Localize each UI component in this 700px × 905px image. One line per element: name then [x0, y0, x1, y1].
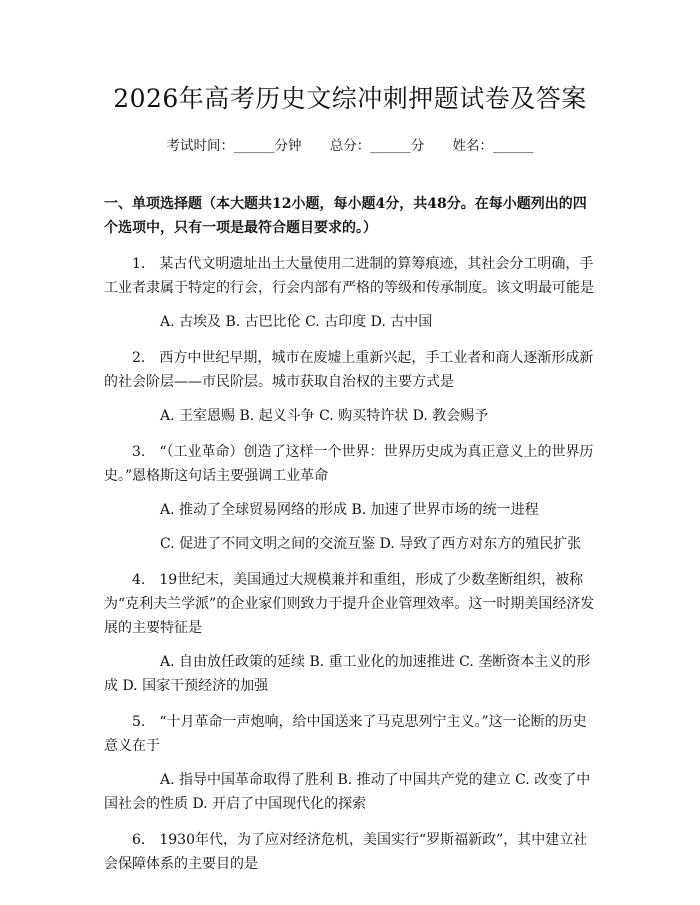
question-5-options: A. 指导中国革命取得了胜利 B. 推动了中国共产党的建立 C. 改变了中国社会的性质 D. 开启了中国现代化的探索 [104, 772, 591, 812]
page-title: 2026年高考历史文综冲刺押题试卷及答案 [113, 84, 587, 113]
question-3-options-ab: A. 推动了全球贸易网络的形成 B. 加速了世界市场的统一进程 [160, 502, 539, 518]
question-2: 2. 西方中世纪早期，城市在废墟上重新兴起，手工业者和商人逐渐形成新的社会阶层——市民阶层。城市获取自治权的主要方式是 [104, 350, 594, 390]
question-4-options: A. 自由放任政策的延续 B. 重工业化的加速推进 C. 垄断资本主义的形成 D. 国家干预经济的加强 [104, 654, 591, 694]
question-3-options-cd: C. 促进了不同文明之间的交流互鉴 D. 导致了西方对东方的殖民扩张 [160, 536, 582, 552]
question-2-options: A. 王室恩赐 B. 起义斗争 C. 购买特许状 D. 教会赐予 [160, 408, 489, 424]
question-1-options: A. 古埃及 B. 古巴比伦 C. 古印度 D. 古中国 [160, 314, 433, 330]
exam-time-field: 考试时间：______分钟 [166, 138, 302, 154]
total-score-field: 总分：______分 [329, 138, 425, 154]
section-heading: 一、单项选择题（本大题共12小题，每小题4分，共48分。在每小题列出的四个选项中，只有一项是最符合题目要求的。） [104, 196, 587, 236]
question-list [104, 252, 596, 876]
exam-meta [104, 136, 596, 156]
question-6: 6. 1930年代，为了应对经济危机，美国实行“罗斯福新政”，其中建立社会保障体系的主要目的是 [104, 832, 588, 872]
student-name-field: 姓名：______ [452, 138, 534, 154]
question-4: 4. 19世纪末，美国通过大规模兼并和重组，形成了少数垄断组织，被称为“克利夫兰学派”的企业家们则致力于提升企业管理效率。这一时期美国经济发展的主要特征是 [104, 572, 595, 636]
question-3: 3. “（工业革命）创造了这样一个世界：世界历史成为真正意义上的世界历史。”恩格斯这句话主要强调工业革命 [104, 444, 594, 484]
question-5: 5. “十月革命一声炮响，给中国送来了马克思列宁主义。”这一论断的历史意义在于 [104, 714, 587, 754]
question-1: 1. 某古代文明遗址出土大量使用二进制的算筹痕迹，其社会分工明确，手工业者隶属于特定的行会，行会内部有严格的等级和传承制度。该文明最可能是 [104, 256, 594, 296]
